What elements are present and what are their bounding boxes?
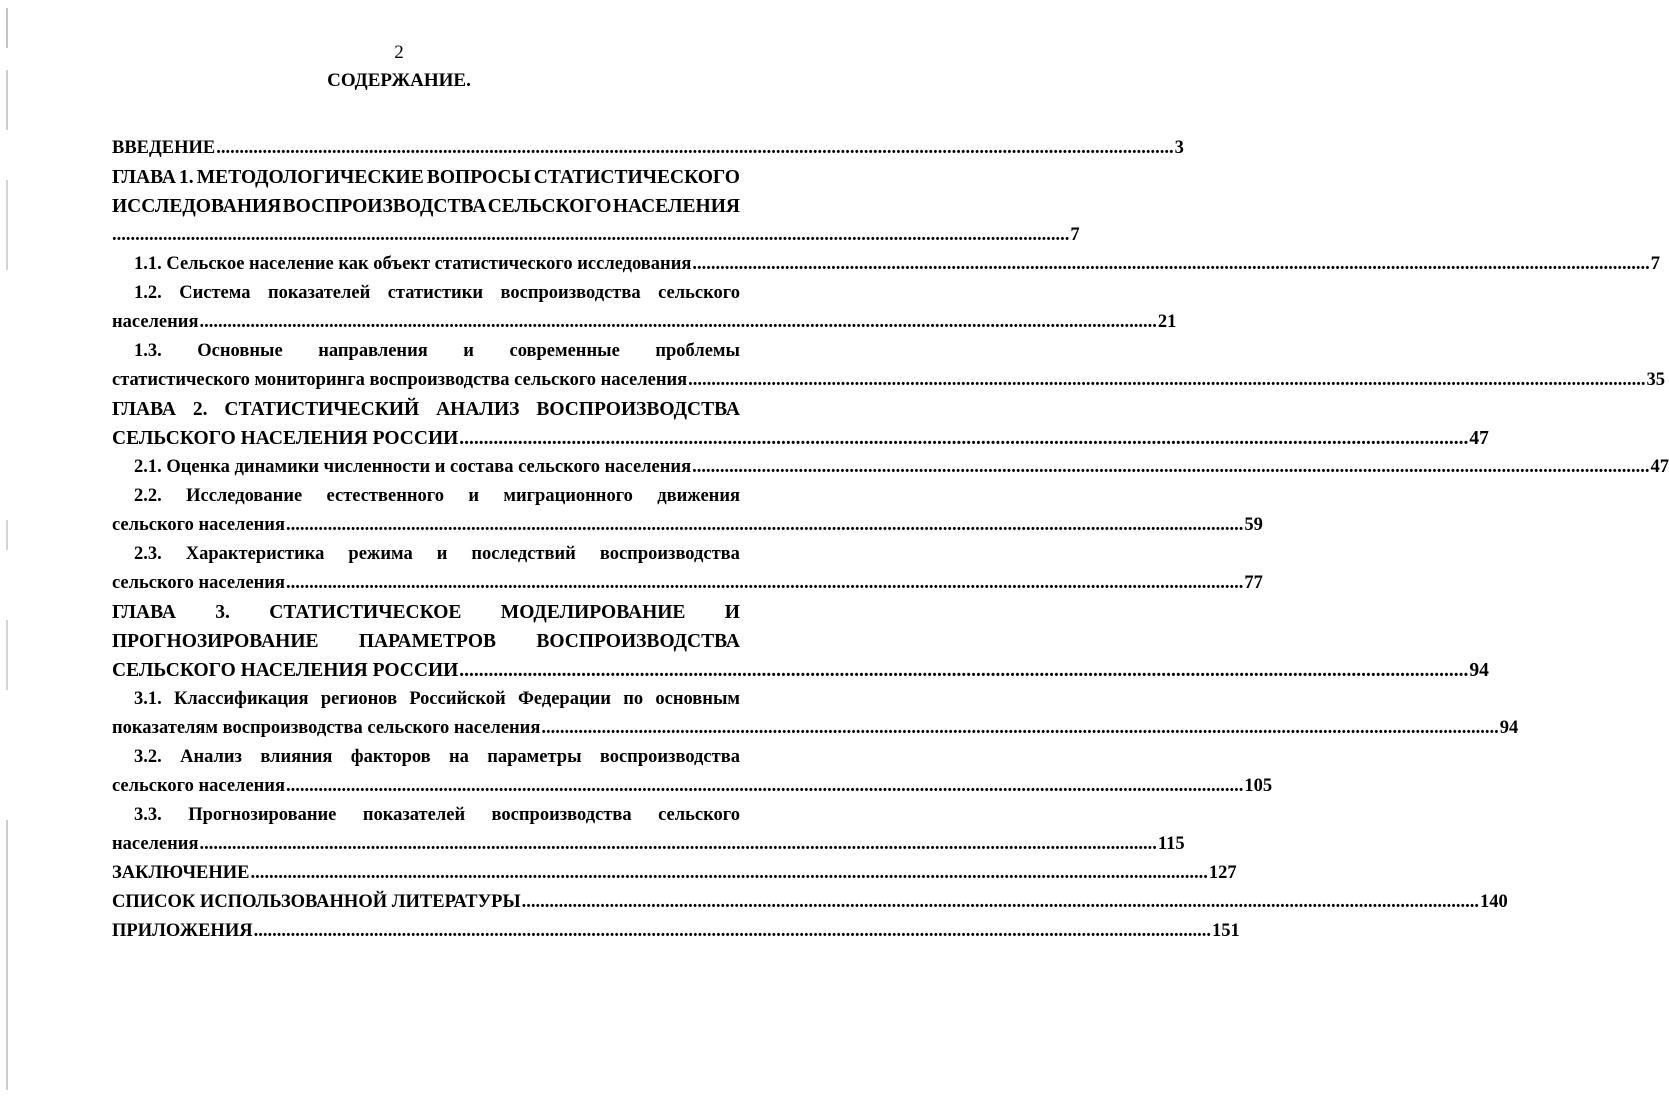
toc-page-number: 105 xyxy=(1244,776,1273,796)
toc-entry-label: СЕЛЬСКОГО НАСЕЛЕНИЯ РОССИИ xyxy=(112,428,459,449)
toc-entry-section-1-3-line-1[interactable] xyxy=(112,337,740,366)
word: и xyxy=(468,486,480,506)
toc-page-number: 59 xyxy=(1244,515,1263,535)
toc-entry-section-2-3-line-2[interactable] xyxy=(112,569,1263,598)
word: 1.3. xyxy=(134,341,162,361)
word: воспроизводства xyxy=(491,805,632,825)
word: 3.2. xyxy=(134,747,162,767)
dot-leader: ............................................................................................................................................................................................................... xyxy=(285,573,1244,593)
toc-entry-section-3-3-line-2[interactable] xyxy=(112,830,1185,859)
toc-entry-label: СПИСОК ИСПОЛЬЗОВАННОЙ ЛИТЕРАТУРЫ xyxy=(112,892,521,912)
word: естественного xyxy=(326,486,444,506)
word: 1.2. xyxy=(134,283,162,303)
word: Характеристика xyxy=(185,544,325,564)
toc-entry-label: 1.1. Сельское население как объект статистического исследования xyxy=(134,254,692,274)
scan-artifact xyxy=(6,70,8,130)
toc-entry-section-3-1-line-1[interactable] xyxy=(112,685,740,714)
word: ПАРАМЕТРОВ xyxy=(358,631,496,652)
toc-page-number: 3 xyxy=(1174,138,1184,158)
toc-entry-label: ЗАКЛЮЧЕНИЕ xyxy=(112,863,250,883)
toc-entry-chapter-1-line-2[interactable] xyxy=(112,192,740,221)
word: по xyxy=(623,689,644,709)
word: воспроизводства xyxy=(599,544,740,564)
toc-page-number: 127 xyxy=(1208,863,1237,883)
toc-page-number: 35 xyxy=(1646,370,1666,390)
word: ГЛАВА xyxy=(112,167,176,188)
word: 3. xyxy=(215,602,230,623)
dot-leader: ............................................................................................................................................................................................................... xyxy=(692,457,1650,477)
word: МОДЕЛИРОВАНИЕ xyxy=(500,602,686,623)
toc-entry-references[interactable] xyxy=(112,888,1508,917)
word: режима xyxy=(348,544,413,564)
toc-entry-label: 2.1. Оценка динамики численности и состава сельского населения xyxy=(134,457,692,477)
toc-entry-label: ПРИЛОЖЕНИЯ xyxy=(112,921,253,941)
word: воспроизводства xyxy=(599,747,740,767)
toc-entry-section-3-3-line-1[interactable] xyxy=(112,801,740,830)
word: сельского xyxy=(658,283,740,303)
toc-entry-section-1-3-line-2[interactable] xyxy=(112,366,1666,395)
toc-entry-section-3-2-line-1[interactable] xyxy=(112,743,740,772)
word: Исследование xyxy=(186,486,303,506)
word: ГЛАВА xyxy=(112,602,176,623)
toc-page-number: 77 xyxy=(1244,573,1263,593)
word: СТАТИСТИЧЕСКОЕ xyxy=(269,602,462,623)
toc-entry-chapter-1-page[interactable] xyxy=(112,221,1080,250)
word: НАСЕЛЕНИЯ xyxy=(612,196,740,217)
dot-leader: ............................................................................................................................................................................................................... xyxy=(459,660,1469,681)
word: последствий xyxy=(471,544,576,564)
word: 2.2. xyxy=(134,486,162,506)
word: ИССЛЕДОВАНИЯ xyxy=(112,196,282,217)
page-number: 2 xyxy=(394,42,404,63)
word: ВОПРОСЫ xyxy=(426,167,531,188)
word: ГЛАВА xyxy=(112,399,176,420)
word: движения xyxy=(657,486,740,506)
toc-entry-appendix[interactable] xyxy=(112,917,1240,946)
scan-artifact xyxy=(6,520,8,550)
word: 2.3. xyxy=(134,544,162,564)
toc-entry-label: СЕЛЬСКОГО НАСЕЛЕНИЯ РОССИИ xyxy=(112,660,459,681)
word: Система xyxy=(179,283,251,303)
word: направления xyxy=(318,341,428,361)
word: СТАТИСТИЧЕСКОГО xyxy=(533,167,740,188)
dot-leader: ............................................................................................................................................................................................................... xyxy=(216,138,1174,158)
word: Федерации xyxy=(517,689,611,709)
word: АНАЛИЗ xyxy=(436,399,520,420)
toc-entry-section-3-2-line-2[interactable] xyxy=(112,772,1273,801)
word: статистики xyxy=(387,283,484,303)
word: проблемы xyxy=(655,341,740,361)
toc-page-number: 21 xyxy=(1157,312,1177,332)
word: ПРОГНОЗИРОВАНИЕ xyxy=(112,631,319,652)
dot-leader: ............................................................................................................................................................................................................... xyxy=(521,892,1480,912)
toc-entry-label: ВВЕДЕНИЕ xyxy=(112,138,216,158)
toc-entry-chapter-1-line-1[interactable] xyxy=(112,163,740,192)
word: современные xyxy=(509,341,620,361)
word: параметры xyxy=(487,747,582,767)
toc-page-number: 7 xyxy=(1650,254,1661,274)
word: факторов xyxy=(350,747,431,767)
toc-page-number: 47 xyxy=(1469,428,1489,449)
scan-artifact xyxy=(6,620,8,690)
toc-entry-section-3-1-line-2[interactable] xyxy=(112,714,1519,743)
toc-page-number: 94 xyxy=(1499,718,1519,738)
toc-entry-label: сельского населения xyxy=(112,515,285,535)
word: и xyxy=(463,341,474,361)
toc-entry-label: показателям воспроизводства сельского населения xyxy=(112,718,541,738)
word: Анализ xyxy=(180,747,242,767)
toc-entry-intro[interactable] xyxy=(112,134,1184,163)
word: 3.1. xyxy=(134,689,162,709)
word: Российской xyxy=(409,689,506,709)
dot-leader: ............................................................................................................................................................................................................... xyxy=(253,921,1211,941)
toc-entry-label: сельского населения xyxy=(112,573,285,593)
word: сельского xyxy=(658,805,740,825)
toc-page-number: 7 xyxy=(1070,225,1080,245)
word: и xyxy=(436,544,448,564)
toc-page-number: 151 xyxy=(1211,921,1240,941)
dot-leader: ............................................................................................................................................................................................................... xyxy=(112,225,1070,245)
page-title: СОДЕРЖАНИЕ. xyxy=(327,70,471,91)
word: 1. xyxy=(179,167,194,188)
dot-leader: ............................................................................................................................................................................................................... xyxy=(250,863,1208,883)
toc-page-number: 94 xyxy=(1469,660,1489,681)
word: Основные xyxy=(197,341,283,361)
word: на xyxy=(448,747,469,767)
dot-leader: ............................................................................................................................................................................................................... xyxy=(199,834,1157,854)
word: Классификация xyxy=(174,689,309,709)
dot-leader: ............................................................................................................................................................................................................... xyxy=(285,515,1244,535)
dot-leader: ............................................................................................................................................................................................................... xyxy=(541,718,1499,738)
toc-entry-chapter-2-line-1[interactable] xyxy=(112,395,740,424)
word: влияния xyxy=(260,747,333,767)
scan-artifact xyxy=(6,8,8,48)
toc-page-number: 47 xyxy=(1650,457,1669,477)
word: ВОСПРОИЗВОДСТВА xyxy=(536,631,740,652)
toc-entry-label: статистического мониторинга воспроизводства сельского населения xyxy=(112,370,688,390)
word: 3.3. xyxy=(134,805,162,825)
toc-entry-section-2-1[interactable] xyxy=(112,453,1669,482)
word: И xyxy=(724,602,740,623)
toc-entry-section-1-1[interactable] xyxy=(112,250,1661,279)
toc-entry-chapter-3-line-3[interactable] xyxy=(112,656,1489,685)
word: СТАТИСТИЧЕСКИЙ xyxy=(224,399,420,420)
word: МЕТОДОЛОГИЧЕСКИЕ xyxy=(196,167,424,188)
toc-entry-label: населения xyxy=(112,834,199,854)
dot-leader: ............................................................................................................................................................................................................... xyxy=(199,312,1157,332)
toc-entry-chapter-3-line-1[interactable] xyxy=(112,598,740,627)
toc-entry-section-2-3-line-1[interactable] xyxy=(112,540,740,569)
word: 2. xyxy=(192,399,208,420)
dot-leader: ............................................................................................................................................................................................................... xyxy=(692,254,1650,274)
word: показателей xyxy=(362,805,466,825)
toc-entry-chapter-2-line-2[interactable] xyxy=(112,424,1489,453)
word: ВОСПРОИЗВОДСТВА xyxy=(282,196,487,217)
table-of-contents xyxy=(112,134,1669,946)
word: СЕЛЬСКОГО xyxy=(487,196,612,217)
scan-artifact xyxy=(6,180,8,270)
toc-page-number: 140 xyxy=(1480,892,1508,912)
toc-entry-section-2-2-line-2[interactable] xyxy=(112,511,1263,540)
scan-artifact xyxy=(6,820,8,1090)
word: ВОСПРОИЗВОДСТВА xyxy=(536,399,740,420)
word: миграционного xyxy=(503,486,633,506)
word: воспроизводства xyxy=(500,283,641,303)
word: основным xyxy=(655,689,740,709)
toc-entry-label: населения xyxy=(112,312,199,332)
toc-entry-section-2-2-line-1[interactable] xyxy=(112,482,740,511)
toc-entry-section-1-2-line-2[interactable] xyxy=(112,308,1177,337)
toc-entry-label: сельского населения xyxy=(112,776,285,796)
toc-entry-chapter-3-line-2[interactable] xyxy=(112,627,740,656)
dot-leader: ............................................................................................................................................................................................................... xyxy=(459,428,1469,449)
toc-entry-conclusion[interactable] xyxy=(112,859,1237,888)
word: регионов xyxy=(320,689,398,709)
word: Прогнозирование xyxy=(188,805,337,825)
dot-leader: ............................................................................................................................................................................................................... xyxy=(688,370,1646,390)
toc-entry-section-1-2-line-1[interactable] xyxy=(112,279,740,308)
dot-leader: ............................................................................................................................................................................................................... xyxy=(285,776,1244,796)
toc-page-number: 115 xyxy=(1157,834,1185,854)
word: показателей xyxy=(267,283,371,303)
